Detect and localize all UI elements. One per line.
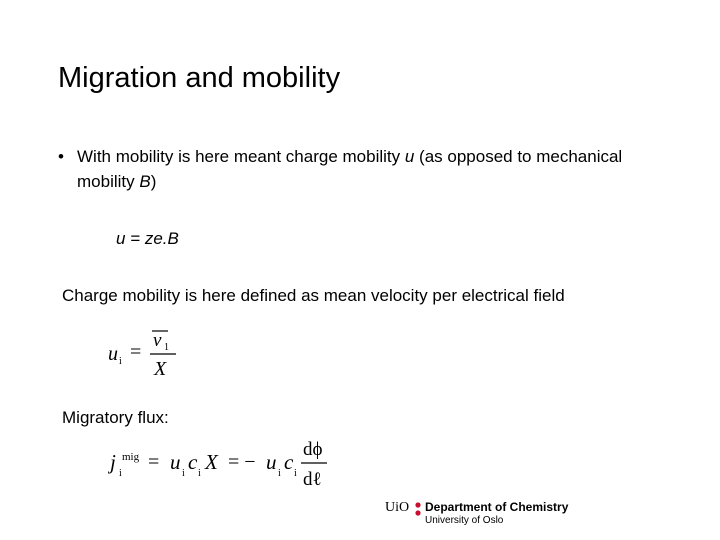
bullet-marker: •: [58, 147, 64, 166]
mobility-formula: [106, 328, 186, 380]
formula1-v-sub: 1: [164, 342, 169, 353]
formula2-u1: u: [170, 450, 181, 474]
formula2-equals-1: =: [148, 451, 160, 473]
formula2-x: X: [205, 450, 218, 474]
formula1-equals: =: [130, 341, 142, 363]
formula1-x: X: [154, 358, 167, 380]
formula2-u1-sub: i: [182, 468, 185, 479]
formula2-u2: u: [266, 450, 277, 474]
formula2-dphi: dϕ: [303, 439, 323, 460]
flux-label: Migratory flux:: [62, 408, 169, 427]
logo-department: Department of Chemistry: [425, 500, 569, 514]
formula1-u: u: [108, 343, 118, 365]
formula1-v: v: [153, 330, 162, 351]
formula2-c1: c: [188, 450, 198, 474]
formula2-c2-sub: i: [294, 468, 297, 479]
slide-title: Migration and mobility: [58, 62, 341, 94]
flux-formula: [108, 436, 338, 492]
formula2-c1-sub: i: [198, 468, 201, 479]
uio-mark-icon: [414, 502, 422, 516]
bullet-middle: (as opposed to mechanical mobility: [77, 147, 623, 191]
definition-text: Charge mobility is here defined as mean velocity per electrical field: [62, 286, 565, 305]
bullet-prefix: With mobility is here meant charge mobility: [77, 147, 405, 166]
logo-university: University of Oslo: [425, 515, 504, 526]
formula1-sub-i: i: [119, 356, 122, 367]
bullet-suffix: ): [150, 172, 157, 191]
symbol-u: u: [404, 147, 415, 166]
formula2-sub-i: i: [119, 468, 122, 479]
mobility-equation: u = ze.B: [116, 229, 179, 248]
uio-logo: [385, 499, 585, 529]
formula2-dl: dℓ: [303, 469, 322, 490]
formula2-c2: c: [284, 450, 294, 474]
formula2-j: j: [110, 450, 116, 474]
formula2-sup-mig: mig: [122, 451, 140, 463]
logo-uio-text: UiO: [385, 500, 410, 515]
bullet-point: [58, 144, 658, 194]
symbol-b: B: [139, 172, 151, 191]
formula2-equals-2: = −: [228, 451, 256, 473]
bullet-text: [77, 144, 658, 194]
formula2-u2-sub: i: [278, 468, 281, 479]
